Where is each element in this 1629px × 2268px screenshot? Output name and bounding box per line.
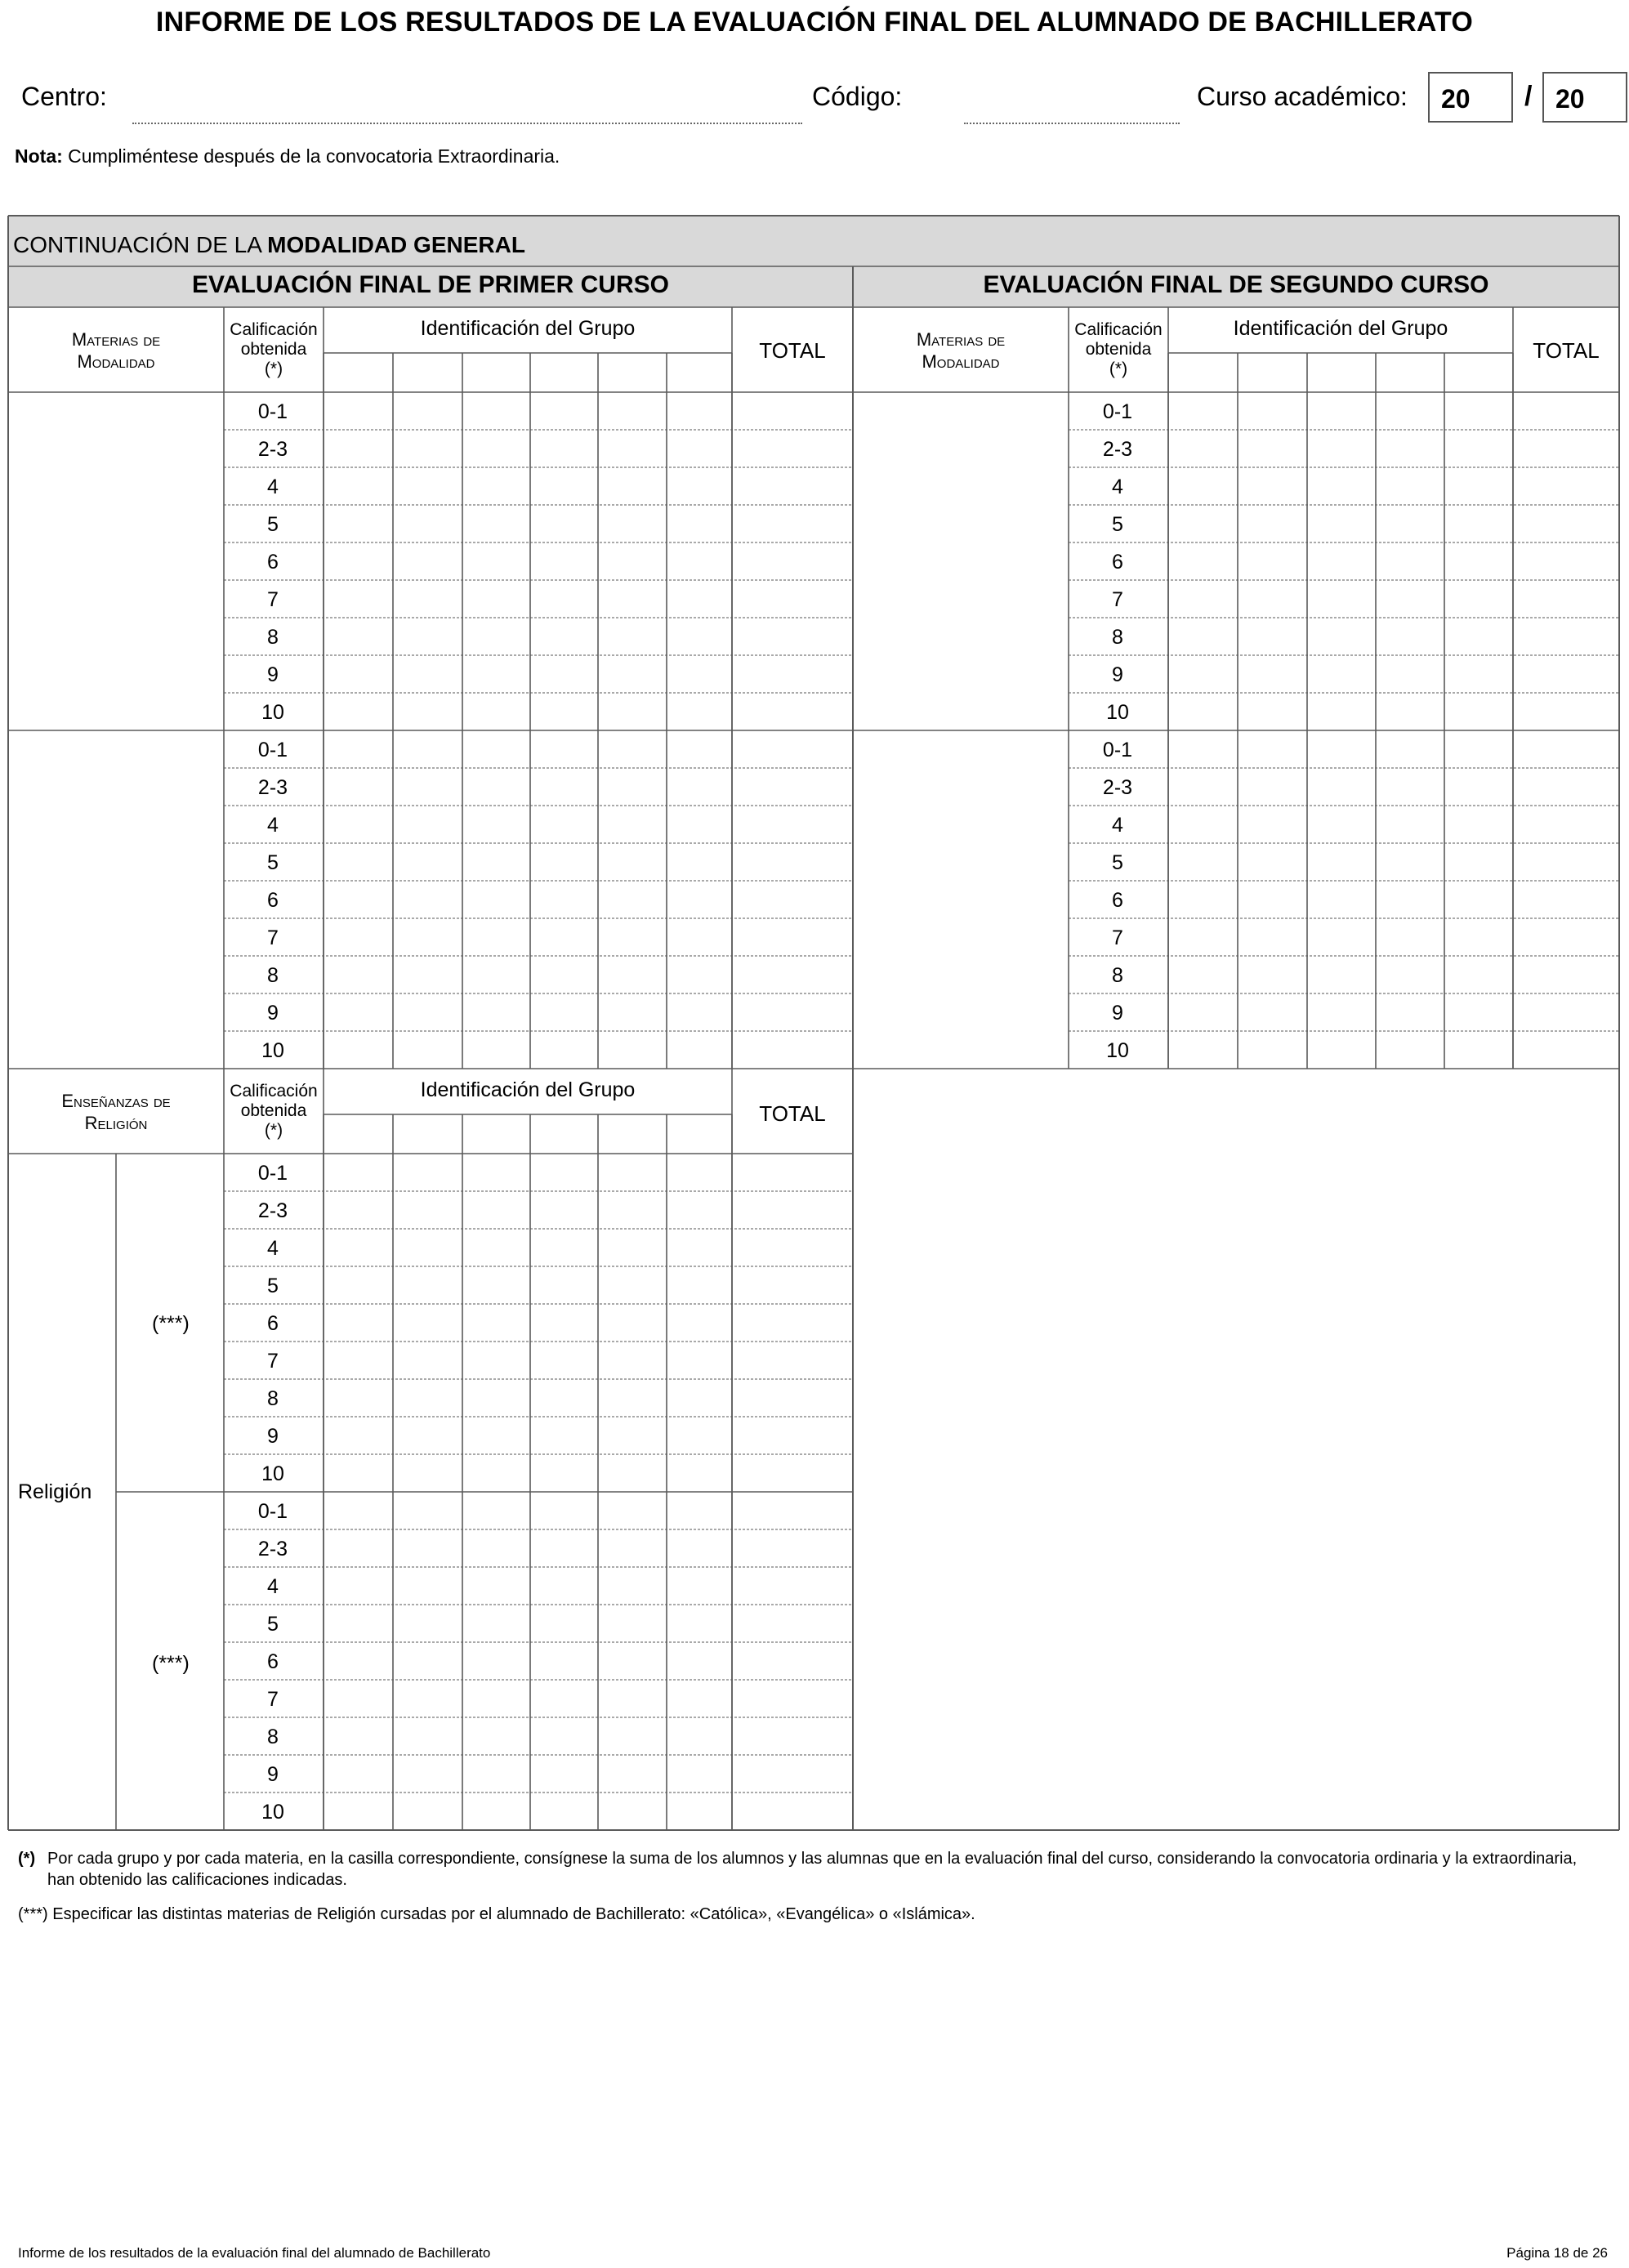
grade-label-right-1-5: 7 — [1112, 926, 1123, 949]
note-label: Nota: — [15, 145, 63, 167]
materias-header-2-line1: Materias de — [916, 329, 1006, 350]
page-footer-left: Informe de los resultados de la evaluación final del alumnado de Bachillerato — [18, 2245, 491, 2261]
grade-label-right-0-4: 6 — [1112, 551, 1123, 574]
grade-label-right-1-6: 8 — [1112, 964, 1123, 987]
grade-label-left-1-4: 6 — [267, 889, 279, 912]
religion-grade-0-4: 6 — [267, 1312, 279, 1335]
note-text: Cumpliméntese después de la convocatoria Extraordinaria. — [62, 145, 560, 167]
materias-header-1-line1: Materias de — [71, 329, 161, 350]
calif-header-3-line3: (*) — [264, 1121, 283, 1140]
grade-label-right-0-7: 9 — [1112, 663, 1123, 686]
second-course-title: EVALUACIÓN FINAL DE SEGUNDO CURSO — [983, 271, 1489, 298]
religion-grade-0-3: 5 — [267, 1275, 279, 1297]
grade-label-left-1-2: 4 — [267, 814, 279, 837]
materias-header-2 — [853, 328, 1069, 373]
religion-grade-0-5: 7 — [267, 1350, 279, 1373]
group-header-1: Identificación del Grupo — [420, 317, 636, 340]
curso-label: Curso académico: — [1197, 82, 1408, 111]
first-course-title: EVALUACIÓN FINAL DE PRIMER CURSO — [192, 271, 669, 298]
grade-label-left-0-5: 7 — [267, 588, 279, 611]
grade-label-right-0-1: 2-3 — [1102, 438, 1133, 461]
religion-sub-marker-2: (***) — [152, 1652, 190, 1675]
group-header-3: Identificación del Grupo — [420, 1078, 636, 1101]
calif-header-2-line1: Calificación — [1074, 320, 1163, 339]
grade-label-left-1-1: 2-3 — [257, 776, 288, 799]
grade-label-right-0-5: 7 — [1112, 588, 1123, 611]
religion-grade-1-8: 10 — [261, 1801, 284, 1824]
section-bold: MODALIDAD GENERAL — [267, 232, 525, 257]
year-start-box[interactable]: 20 — [1428, 72, 1513, 123]
religion-grade-1-4: 6 — [267, 1650, 279, 1673]
religion-sub-marker-1: (***) — [152, 1312, 190, 1335]
calif-header-1 — [224, 320, 324, 379]
materias-header-1 — [8, 328, 224, 373]
footnote-1-marker: (*) — [18, 1850, 36, 1868]
page-footer-right: Página 18 de 26 — [1506, 2245, 1608, 2261]
religion-header-line1: Enseñanzas de — [61, 1091, 171, 1111]
grade-label-right-0-2: 4 — [1112, 475, 1123, 498]
grade-label-right-1-7: 9 — [1112, 1002, 1123, 1025]
calif-header-1-line1: Calificación — [230, 320, 318, 339]
grade-label-right-0-8: 10 — [1106, 701, 1129, 724]
document-title: INFORME DE LOS RESULTADOS DE LA EVALUACIÓN FINAL DEL ALUMNADO DE BACHILLERATO — [155, 7, 1474, 38]
year-separator: / — [1524, 81, 1533, 112]
footnote-1-text: Por cada grupo y por cada materia, en la casilla correspondiente, consígnese la suma de los alumnos y las alumnas que en la evaluación final del curso, considerando la convocatoria ordinaria y la extraordinaria, han obtenido las calificaciones indicadas. — [47, 1850, 1578, 1889]
calif-header-3 — [224, 1082, 324, 1141]
religion-header-line2: Religión — [84, 1113, 148, 1133]
materias-header-2-line2: Modalidad — [922, 351, 1000, 372]
total-header-1: TOTAL — [759, 338, 826, 363]
religion-grade-0-2: 4 — [267, 1237, 279, 1260]
grade-label-left-0-7: 9 — [267, 663, 279, 686]
grade-label-left-1-3: 5 — [267, 851, 279, 874]
grade-label-right-1-0: 0-1 — [1102, 739, 1133, 761]
group-header-2: Identificación del Grupo — [1233, 317, 1448, 340]
calif-header-1-line3: (*) — [264, 359, 283, 378]
calif-header-2 — [1069, 320, 1168, 379]
grade-label-right-1-2: 4 — [1112, 814, 1123, 837]
grade-label-left-1-5: 7 — [267, 926, 279, 949]
total-header-2: TOTAL — [1533, 338, 1600, 363]
calif-header-3-line2: obtenida — [240, 1101, 307, 1120]
grade-label-left-0-2: 4 — [267, 475, 279, 498]
religion-grade-1-6: 8 — [267, 1726, 279, 1748]
grade-label-left-1-6: 8 — [267, 964, 279, 987]
religion-grade-0-1: 2-3 — [257, 1199, 288, 1222]
footnote-2-text: (***) Especificar las distintas materias de Religión cursadas por el alumnado de Bachillerato: «Católica», «Evangélica» o «Islámica». — [18, 1905, 975, 1923]
religion-label: Religión — [18, 1480, 92, 1503]
grade-label-right-0-6: 8 — [1112, 626, 1123, 649]
religion-grade-1-5: 7 — [267, 1688, 279, 1711]
grade-label-right-0-3: 5 — [1112, 513, 1123, 536]
religion-grade-1-1: 2-3 — [257, 1538, 288, 1560]
religion-header — [8, 1090, 224, 1134]
religion-grade-0-8: 10 — [261, 1462, 284, 1485]
grade-label-right-1-3: 5 — [1112, 851, 1123, 874]
religion-grade-0-6: 8 — [267, 1387, 279, 1410]
grade-label-right-1-1: 2-3 — [1102, 776, 1133, 799]
religion-grade-0-0: 0-1 — [257, 1162, 288, 1185]
grade-label-right-1-8: 10 — [1106, 1039, 1129, 1062]
section-title — [13, 232, 525, 258]
religion-grade-1-0: 0-1 — [257, 1500, 288, 1523]
codigo-label: Código: — [812, 82, 903, 111]
religion-grade-0-7: 9 — [267, 1425, 279, 1448]
religion-grade-1-3: 5 — [267, 1613, 279, 1636]
section-prefix: CONTINUACIÓN DE LA — [13, 232, 268, 257]
calif-header-3-line1: Calificación — [230, 1082, 318, 1101]
grade-label-right-0-0: 0-1 — [1102, 400, 1133, 423]
total-header-3: TOTAL — [759, 1101, 826, 1126]
grade-label-left-0-4: 6 — [267, 551, 279, 574]
materias-header-1-line2: Modalidad — [77, 351, 155, 372]
grade-label-left-0-6: 8 — [267, 626, 279, 649]
grade-label-left-1-8: 10 — [261, 1039, 284, 1062]
calif-header-2-line2: obtenida — [1085, 340, 1152, 359]
grade-label-right-1-4: 6 — [1112, 889, 1123, 912]
grade-label-left-1-0: 0-1 — [257, 739, 288, 761]
grade-label-left-0-3: 5 — [267, 513, 279, 536]
grade-label-left-1-7: 9 — [267, 1002, 279, 1025]
religion-grade-1-7: 9 — [267, 1763, 279, 1786]
calif-header-1-line2: obtenida — [240, 340, 307, 359]
grade-label-left-0-1: 2-3 — [257, 438, 288, 461]
grade-label-left-0-8: 10 — [261, 701, 284, 724]
year-end-box[interactable]: 20 — [1542, 72, 1627, 123]
calif-header-2-line3: (*) — [1109, 359, 1128, 378]
centro-label: Centro: — [21, 82, 107, 111]
religion-grade-1-2: 4 — [267, 1575, 279, 1598]
grade-label-left-0-0: 0-1 — [257, 400, 288, 423]
